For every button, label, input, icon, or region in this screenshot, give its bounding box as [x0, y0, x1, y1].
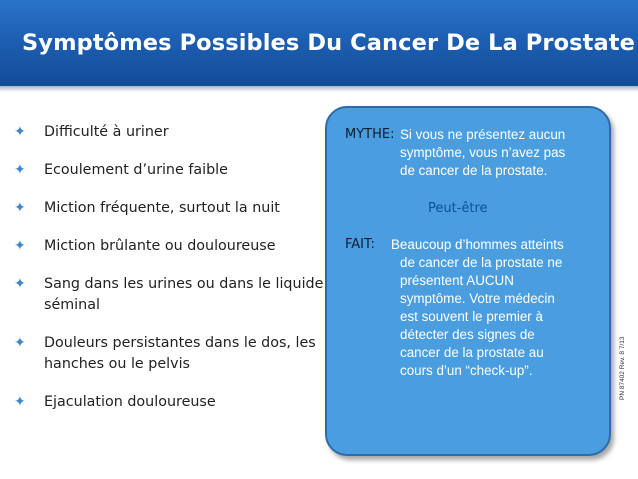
symptom-text: Miction brûlante ou douloureuse: [44, 238, 276, 254]
symptom-text: Sang dans les urines ou dans le liquide séminal: [44, 276, 324, 313]
list-item: [14, 333, 324, 375]
peut-etre-label: Peut-être: [428, 201, 488, 216]
symptom-text: Douleurs persistantes dans le dos, les hanches ou le pelvis: [44, 335, 316, 372]
fact-text-line: est souvent le premier à: [400, 309, 543, 324]
banner-shadow: [0, 86, 638, 92]
four-point-star-icon: ✦: [14, 394, 26, 410]
fact-text-line: détecter des signes de: [400, 327, 535, 342]
four-point-star-icon: ✦: [14, 124, 26, 140]
page-title: Symptômes Possibles Du Cancer De La Prostate: [22, 30, 635, 56]
four-point-star-icon: ✦: [14, 238, 26, 254]
list-item: [14, 236, 324, 257]
four-point-star-icon: ✦: [14, 335, 26, 351]
fact-text-line: cancer de la prostate au: [400, 345, 544, 360]
list-item: [14, 198, 324, 219]
myth-text-line: de cancer de la prostate.: [400, 163, 548, 178]
four-point-star-icon: ✦: [14, 200, 26, 216]
list-item: [14, 160, 324, 181]
four-point-star-icon: ✦: [14, 162, 26, 178]
symptom-text: Difficulté à uriner: [44, 124, 169, 140]
list-item: [14, 122, 324, 143]
fact-text-line: présentent AUCUN: [400, 273, 514, 288]
document-code: PN 87402 Rev. 8 7/13: [619, 336, 626, 400]
symptom-text: Ecoulement d’urine faible: [44, 162, 228, 178]
myth-label: MYTHE:: [345, 127, 395, 142]
myth-fact-callout: [325, 106, 611, 456]
myth-text-line: symptôme, vous n’avez pas: [400, 145, 566, 160]
four-point-star-icon: ✦: [14, 276, 26, 292]
fact-text-line: Beaucoup d’hommes atteints: [391, 237, 564, 252]
title-banner: [0, 0, 638, 86]
symptom-list: [14, 122, 324, 430]
fact-label: FAIT:: [345, 237, 375, 252]
list-item: [14, 392, 324, 413]
fact-text-line: symptôme. Votre médecin: [400, 291, 555, 306]
fact-text-line: de cancer de la prostate ne: [400, 255, 563, 270]
fact-text-line: cours d’un “check-up”.: [400, 363, 533, 378]
list-item: [14, 274, 324, 316]
symptom-text: Miction fréquente, surtout la nuit: [44, 200, 280, 216]
myth-text-line: Si vous ne présentez aucun: [400, 127, 566, 142]
symptom-text: Ejaculation douloureuse: [44, 394, 216, 410]
